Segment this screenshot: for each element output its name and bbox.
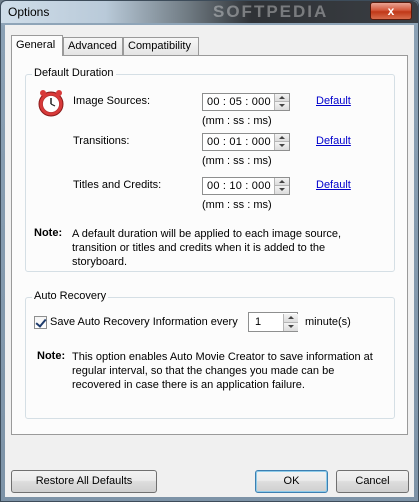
tab-general[interactable]: General [11,35,63,56]
auto-recovery-title: Auto Recovery [34,290,107,302]
auto-recovery-interval-spinner[interactable] [283,314,298,331]
default-duration-group [25,67,395,272]
recovery-note-line: This option enables Auto Movie Creator to save information at [72,351,373,363]
auto-recovery-checkbox[interactable] [34,316,47,329]
recovery-note-line: regular interval, so that the changes you made can be [72,365,335,377]
titles-credits-spinner[interactable] [274,178,289,194]
duration-note-line: A default duration will be applied to each image source, [72,228,342,240]
ok-button[interactable]: OK [255,470,328,493]
image-sources-spinner[interactable] [274,94,289,110]
dialog-client [5,25,414,497]
auto-recovery-interval-unit: minute(s) [305,316,351,328]
transitions-duration-input[interactable] [202,133,290,151]
duration-note-text [72,227,392,269]
clock-icon [37,89,65,117]
transitions-default-link[interactable]: Default [316,135,351,147]
image-sources-label: Image Sources: [73,95,151,107]
auto-recovery-checkbox-label[interactable]: Save Auto Recovery Information every [50,316,238,328]
tab-compatibility[interactable]: Compatibility [123,37,199,55]
cancel-button[interactable]: Cancel [336,470,409,493]
image-sources-format-hint: (mm : ss : ms) [202,115,272,127]
transitions-label: Transitions: [73,135,130,147]
spin-down-icon[interactable] [284,323,298,331]
spin-up-icon[interactable] [275,178,289,186]
transitions-duration-value: 00 : 01 : 000 [207,136,271,148]
general-tab-panel [11,55,408,435]
recovery-note-text [72,350,394,392]
spin-down-icon[interactable] [275,186,289,194]
spin-up-icon[interactable] [275,94,289,102]
window-title: Options [8,5,50,19]
auto-recovery-interval-input[interactable] [248,312,298,332]
titles-credits-default-link[interactable]: Default [316,179,351,191]
tab-advanced[interactable]: Advanced [63,37,123,55]
recovery-note-line: recovered in case there is an application failure. [72,379,305,391]
title-bar[interactable] [1,1,418,23]
watermark: SOFTPEDIA [213,2,329,21]
titles-credits-duration-input[interactable] [202,177,290,195]
spin-down-icon[interactable] [275,142,289,150]
duration-note-label: Note: [34,227,63,239]
image-sources-duration-input[interactable] [202,93,290,111]
titles-credits-duration-value: 00 : 10 : 000 [207,180,271,192]
auto-recovery-group [25,290,395,419]
spin-down-icon[interactable] [275,102,289,110]
image-sources-default-link[interactable]: Default [316,95,351,107]
auto-recovery-interval-value: 1 [255,316,262,328]
transitions-format-hint: (mm : ss : ms) [202,155,272,167]
recovery-note-label: Note: [37,350,66,362]
titles-credits-label: Titles and Credits: [73,179,162,191]
close-button[interactable]: x [370,2,412,20]
duration-note-line: transition or titles and credits when it is added to the [72,242,326,254]
titles-credits-format-hint: (mm : ss : ms) [202,199,272,211]
spin-up-icon[interactable] [284,314,298,323]
spin-up-icon[interactable] [275,134,289,142]
duration-note-line: storyboard. [72,256,128,268]
transitions-spinner[interactable] [274,134,289,150]
default-duration-title: Default Duration [34,67,114,79]
restore-all-defaults-button[interactable]: Restore All Defaults [11,470,157,493]
image-sources-duration-value: 00 : 05 : 000 [207,96,271,108]
